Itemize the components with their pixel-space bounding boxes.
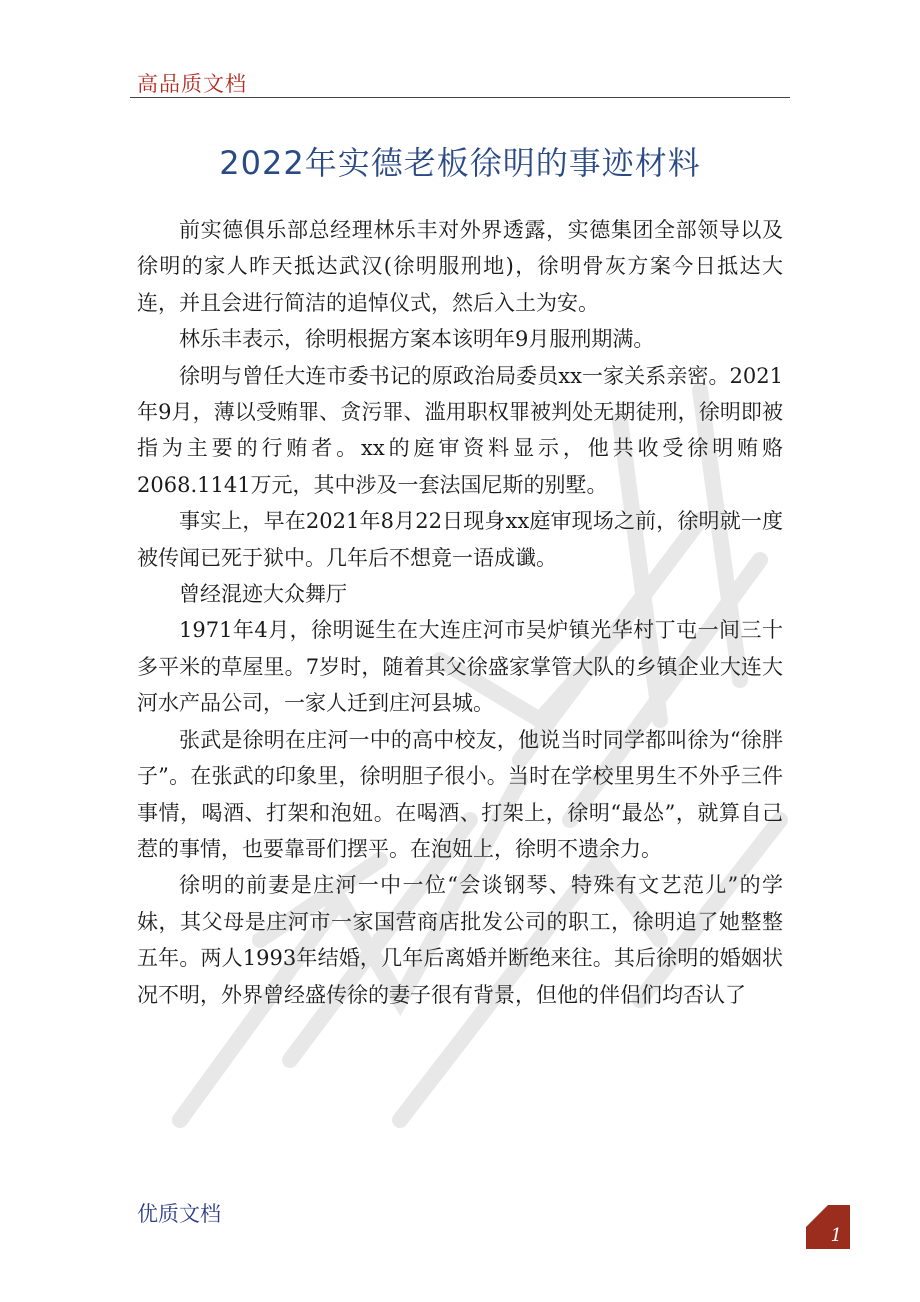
section-heading: 曾经混迹大众舞厅 xyxy=(179,582,347,607)
paragraph: 徐明的前妻是庄河一中一位“会谈钢琴、特殊有文艺范儿”的学妹，其父母是庄河市一家国营商店批发公司的职工，徐明追了她整整五年。两人1993年结婚，几年后离婚并断绝来往。其后徐明的婚姻状况不明，外界曾经盛传徐的妻子很有背景，但他的伴侣们均否认了 xyxy=(137,873,783,1007)
paragraph: 徐明与曾任大连市委书记的原政治局委员xx一家关系亲密。2021年9月，薄以受贿罪、贪污罪、滥用职权罪被判处无期徒刑，徐明即被指为主要的行贿者。xx的庭审资料显示，他共收受徐明贿赂2068.1141万元，其中涉及一套法国尼斯的别墅。 xyxy=(137,363,783,497)
paragraph: 林乐丰表示，徐明根据方案本该明年9月服刑期满。 xyxy=(179,327,655,352)
header-divider xyxy=(130,97,790,98)
badge-corner-notch xyxy=(806,1205,828,1227)
header-label: 高品质文档 xyxy=(137,72,247,96)
paragraph: 1971年4月，徐明诞生在大连庄河市吴炉镇光华村丁屯一间三十多平米的草屋里。7岁时，随着其父徐盛家掌管大队的乡镇企业大连大河水产品公司，一家人迁到庄河县城。 xyxy=(137,618,783,716)
footer-label: 优质文档 xyxy=(137,1202,221,1226)
paragraph: 张武是徐明在庄河一中的高中校友，他说当时同学都叫徐为“徐胖子”。在张武的印象里，徐明胆子很小。当时在学校里男生不外乎三件事情，喝酒、打架和泡妞。在喝酒、打架上，徐明“最怂”，就算自己惹的事情，也要靠哥们摆平。在泡妞上，徐明不遗余力。 xyxy=(137,727,783,861)
page-number-badge xyxy=(806,1205,850,1249)
document-title: 2022年实德老板徐明的事迹材料 xyxy=(219,144,701,182)
paragraph: 前实德俱乐部总经理林乐丰对外界透露，实德集团全部领导以及徐明的家人昨天抵达武汉(徐明服刑地)，徐明骨灰方案今日抵达大连，并且会进行简洁的追悼仪式，然后入土为安。 xyxy=(137,218,783,315)
paragraph: 事实上，早在2021年8月22日现身xx庭审现场之前，徐明就一度被传闻已死于狱中。几年后不想竟一语成谶。 xyxy=(137,509,783,570)
page-number: 1 xyxy=(830,1225,842,1246)
document-body xyxy=(137,212,783,1013)
